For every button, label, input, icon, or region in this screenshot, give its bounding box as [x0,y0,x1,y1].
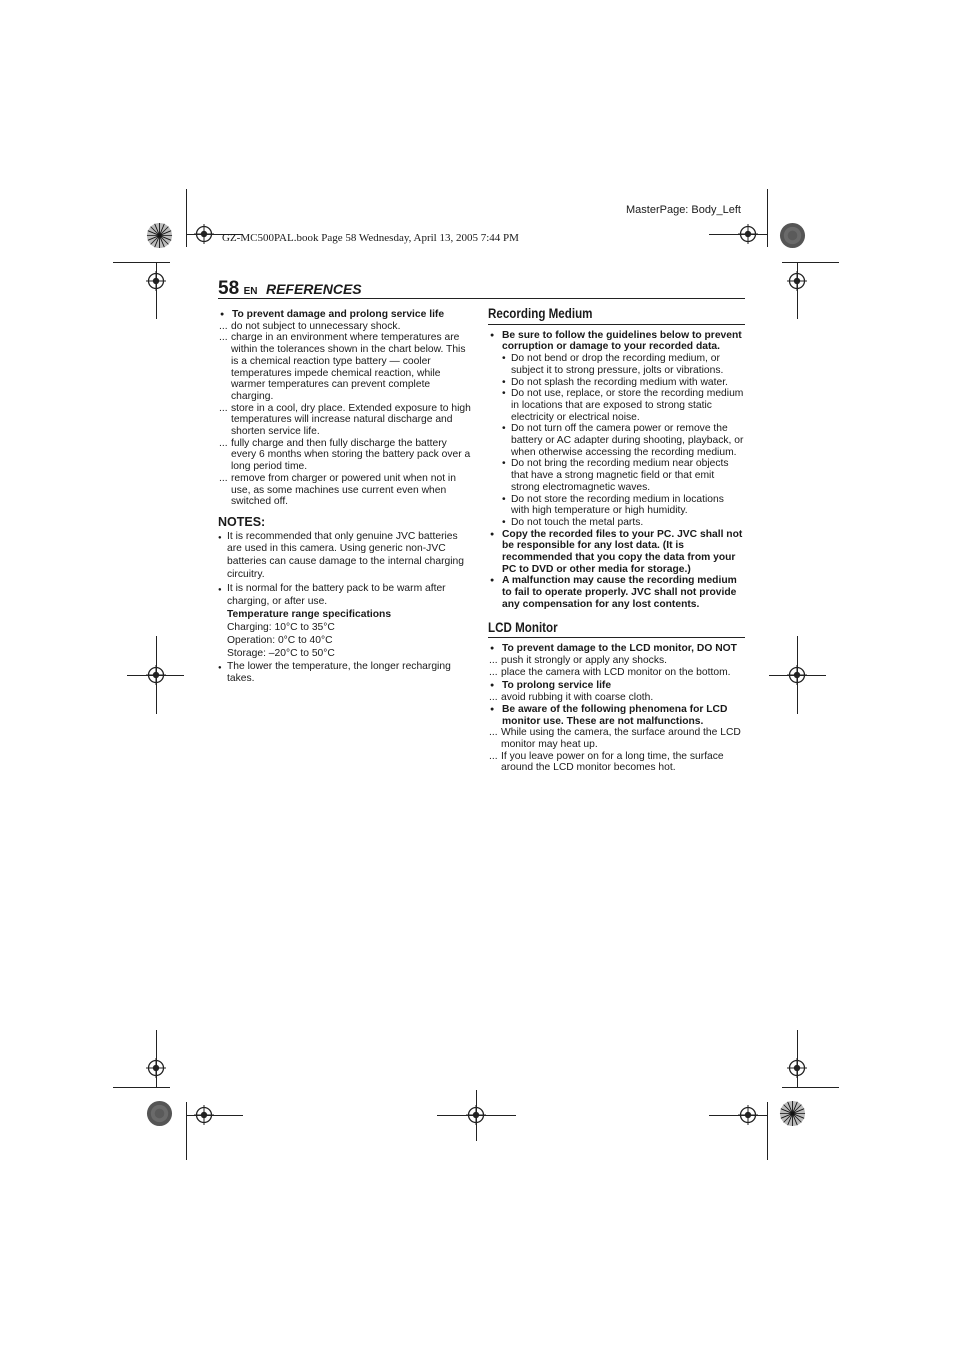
registration-target-icon [466,1105,486,1125]
list-item: • Do not bend or drop the recording medium, or subject it to strong pressure, jolts or vibrations. [488,353,745,376]
registration-target-icon [738,1105,758,1125]
battery-heading: ● To prevent damage and prolong service life [218,309,474,321]
registration-target-icon [146,271,166,291]
running-header [218,278,745,299]
list-item: ... charge in an environment where temperatures are within the tolerances shown in the chart below. This is a chemical reaction type battery — cooler temperatures impede chemical reaction, while warmer temperatures can prevent complete charging. [218,332,474,402]
temperature-storage: Storage: –20°C to 50°C [227,647,335,659]
registration-target-icon [787,271,807,291]
temperature-charging: Charging: 10°C to 35°C [227,622,335,634]
notes-title: NOTES: [218,514,266,529]
left-column [218,309,474,687]
list-item: ... push it strongly or apply any shocks. [488,655,745,667]
list-item: ... avoid rubbing it with coarse cloth. [488,692,745,704]
sunburst-calibration-icon [779,1100,806,1127]
list-item: ... remove from charger or powered unit when not in use, as some machines use current even when switched off. [218,473,474,508]
copy-note: ● Copy the recorded files to your PC. JVC shall not be responsible for any lost data. (It is recommended that you copy the data from your PC to DVD or other media for storage.) [488,529,745,576]
lcd-phenomena-heading: ● Be aware of the following phenomena for LCD monitor use. These are not malfunctions. [488,704,745,727]
list-item: • Do not turn off the camera power or remove the battery or AC adapter during shooting, playback, or when otherwise accessing the recording medium. [488,423,745,458]
lcd-monitor-header [488,620,745,639]
note-item: ● It is recommended that only genuine JVC batteries are used in this camera. Using generic non-JVC batteries can cause damage to the internal charging circuitry. [218,531,474,582]
list-item: • Do not bring the recording medium near objects that have a strong magnetic field or that emit strong electromagnetic waves. [488,458,745,493]
lcd-monitor-title: LCD Monitor [488,619,558,635]
note-item: ● It is normal for the battery pack to be warm after charging, or after use. [218,583,474,609]
registration-target-icon [194,224,214,244]
temperature-operation: Operation: 0°C to 40°C [227,635,333,647]
recording-medium-header [488,306,745,325]
list-item: ... place the camera with LCD monitor on the bottom. [488,667,745,679]
list-item: • Do not use, replace, or store the recording medium in locations that are exposed to strong static electricity or electrical noise. [488,388,745,423]
list-item: • Do not store the recording medium in locations with high temperature or high humidity. [488,494,745,517]
list-item: ... If you leave power on for a long time, the surface around the LCD monitor becomes hot. [488,751,745,774]
list-item: ... do not subject to unnecessary shock. [218,321,474,333]
master-page-label: MasterPage: Body_Left [626,204,741,216]
malfunction-note: ● A malfunction may cause the recording medium to fail to operate properly. JVC shall not provide any compensation for any lost contents. [488,575,745,610]
language-tag: EN [243,286,258,297]
list-item: • Do not splash the recording medium with water. [488,377,745,389]
halftone-calibration-icon [779,222,806,249]
page-number: 58 [218,278,240,299]
registration-target-icon [787,1058,807,1078]
registration-target-icon [194,1105,214,1125]
list-item: ... store in a cool, dry place. Extended exposure to high temperatures will increase natural discharge and shorten service life. [218,403,474,438]
list-item: ... fully charge and then fully discharge the battery every 6 months when storing the battery pack over a long period time. [218,438,474,473]
list-item: • Do not touch the metal parts. [488,517,745,529]
list-item: ... While using the camera, the surface around the LCD monitor may heat up. [488,727,745,750]
recording-medium-title: Recording Medium [488,306,593,321]
lcd-damage-heading: ● To prevent damage to the LCD monitor, DO NOT [488,643,745,655]
right-column [488,306,745,774]
section-title: REFERENCES [265,281,362,297]
file-stamp: GZ-MC500PAL.book Page 58 Wednesday, April 13, 2005 7:44 PM [222,232,519,244]
registration-target-icon [146,1058,166,1078]
lcd-service-heading: ● To prolong service life [488,680,745,692]
halftone-calibration-icon [146,1100,173,1127]
registration-target-icon [787,665,807,685]
note-item: ● The lower the temperature, the longer recharging takes. [218,661,474,687]
sunburst-calibration-icon [146,222,173,249]
registration-target-icon [738,224,758,244]
temperature-spec-title: Temperature range specifications [227,609,392,621]
registration-target-icon [146,665,166,685]
guideline-heading: ● Be sure to follow the guidelines below to prevent corruption or damage to your recorded data. [488,330,745,353]
